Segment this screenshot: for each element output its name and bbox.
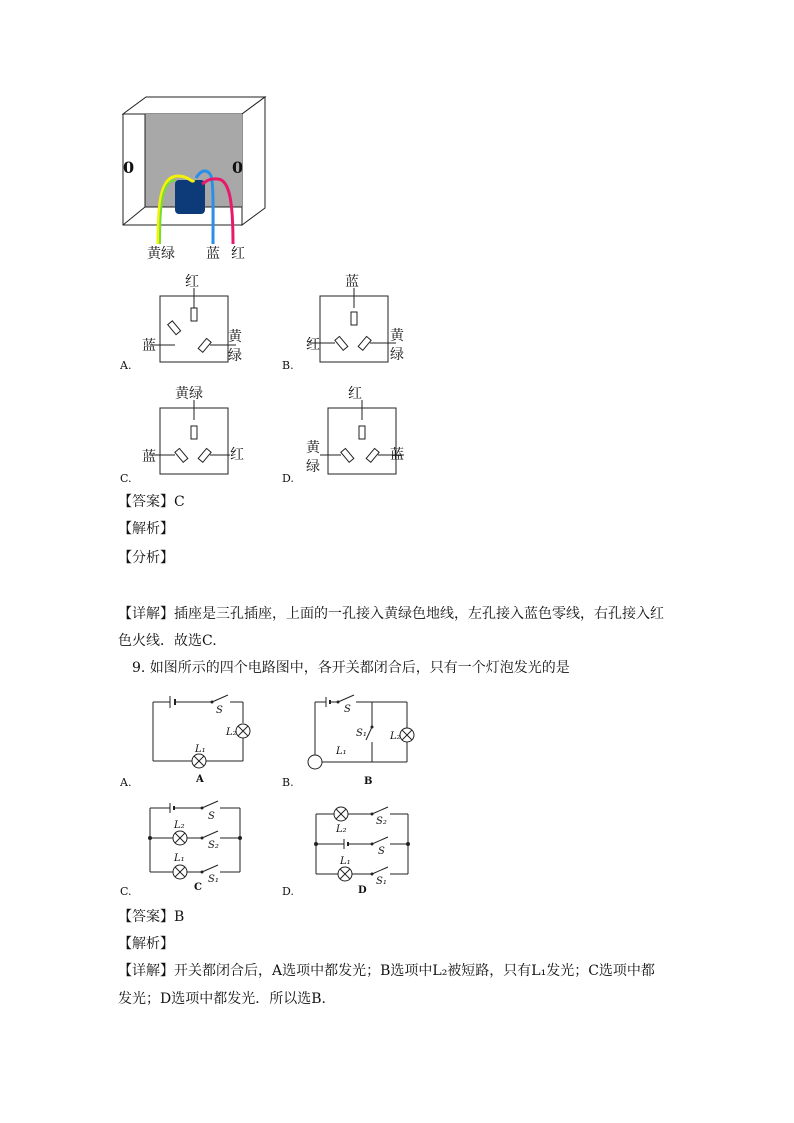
socket-face-a [158,288,258,368]
wire-label-yellow-green: 黄绿 [147,246,175,262]
caption-D: D [358,885,367,896]
caption-B: B [364,776,373,787]
label-L1: L₁ [336,746,347,757]
q9-analysis-heading: 【解析】 [118,936,174,952]
option-letter: B. [282,359,294,372]
socket-right-label: 黄 [228,329,242,345]
socket-right-label: 绿 [390,347,404,363]
circuit-d [314,800,424,895]
label-S: S [378,846,385,857]
socket-top-label: 黄绿 [175,386,203,402]
socket-face-d [320,400,420,480]
circuit-b [312,692,422,787]
q9-answer: 【答案】B [118,909,185,925]
circuit-c [148,800,258,895]
caption-A: A [196,774,204,785]
socket-face-b [318,288,418,368]
caption-C: C [194,882,202,893]
socket-left-label: 黄 [306,440,320,456]
option-letter: C. [120,472,132,485]
label-S1: S₁ [208,874,219,885]
q8-analysis-heading: 【解析】 [118,521,174,537]
option-letter: A. [120,359,132,372]
box-right-hole: 0 [232,158,244,177]
label-S: S [216,705,223,716]
box-left-hole: 0 [123,158,135,177]
socket-right-label: 黄 [390,328,404,344]
label-S: S [344,704,351,715]
q9-stem: 9. 如图所示的四个电路图中，各开关都闭合后，只有一个灯泡发光的是 [132,660,570,676]
label-S: S [208,811,215,822]
label-S1: S₁ [356,728,367,739]
label-S1: S₁ [376,876,387,887]
circuit-option-a[interactable]: A. [120,776,132,789]
label-L1: L₁ [174,853,185,864]
socket-top-label: 红 [348,386,362,402]
socket-left-label: 绿 [306,459,320,475]
socket-left-label: 蓝 [142,449,156,465]
socket-box-figure [118,94,278,264]
option-letter: D. [282,472,294,485]
label-L2: L₂ [336,824,347,835]
q8-fenxi-heading: 【分析】 [118,550,174,566]
label-S2: S₂ [208,840,219,851]
socket-face-c [158,400,258,480]
circuit-option-d[interactable]: D. [282,885,294,898]
q9-detail-line2: 发光；D选项中都发光．所以选B. [118,991,326,1007]
label-L2: L₂ [390,731,401,742]
socket-top-label: 红 [185,274,199,290]
socket-left-label: 蓝 [142,338,156,354]
wire-label-red: 红 [231,246,245,262]
circuit-option-c[interactable]: C. [120,885,132,898]
socket-left-label: 红 [306,337,320,353]
circuit-a [150,690,260,785]
circuit-option-b[interactable]: B. [282,776,294,789]
label-S2: S₂ [376,816,387,827]
q8-detail-line1: 【详解】插座是三孔插座，上面的一孔接入黄绿色地线，左孔接入蓝色零线，右孔接入红 [118,606,664,622]
q8-answer: 【答案】C [118,494,185,510]
label-L2: L₂ [174,820,185,831]
q9-detail-line1: 【详解】开关都闭合后，A选项中都发光；B选项中L₂被短路，只有L₁发光；C选项中都 [118,963,655,979]
socket-top-label: 蓝 [345,274,359,290]
wire-label-blue: 蓝 [206,246,220,262]
socket-right-label: 蓝 [390,447,404,463]
label-L2: L₂ [226,727,237,738]
q8-detail-line2: 色火线．故选C. [118,633,217,649]
socket-right-label: 绿 [228,348,242,364]
label-L1: L₁ [195,744,206,755]
label-L1: L₁ [340,856,351,867]
socket-right-label: 红 [230,447,244,463]
